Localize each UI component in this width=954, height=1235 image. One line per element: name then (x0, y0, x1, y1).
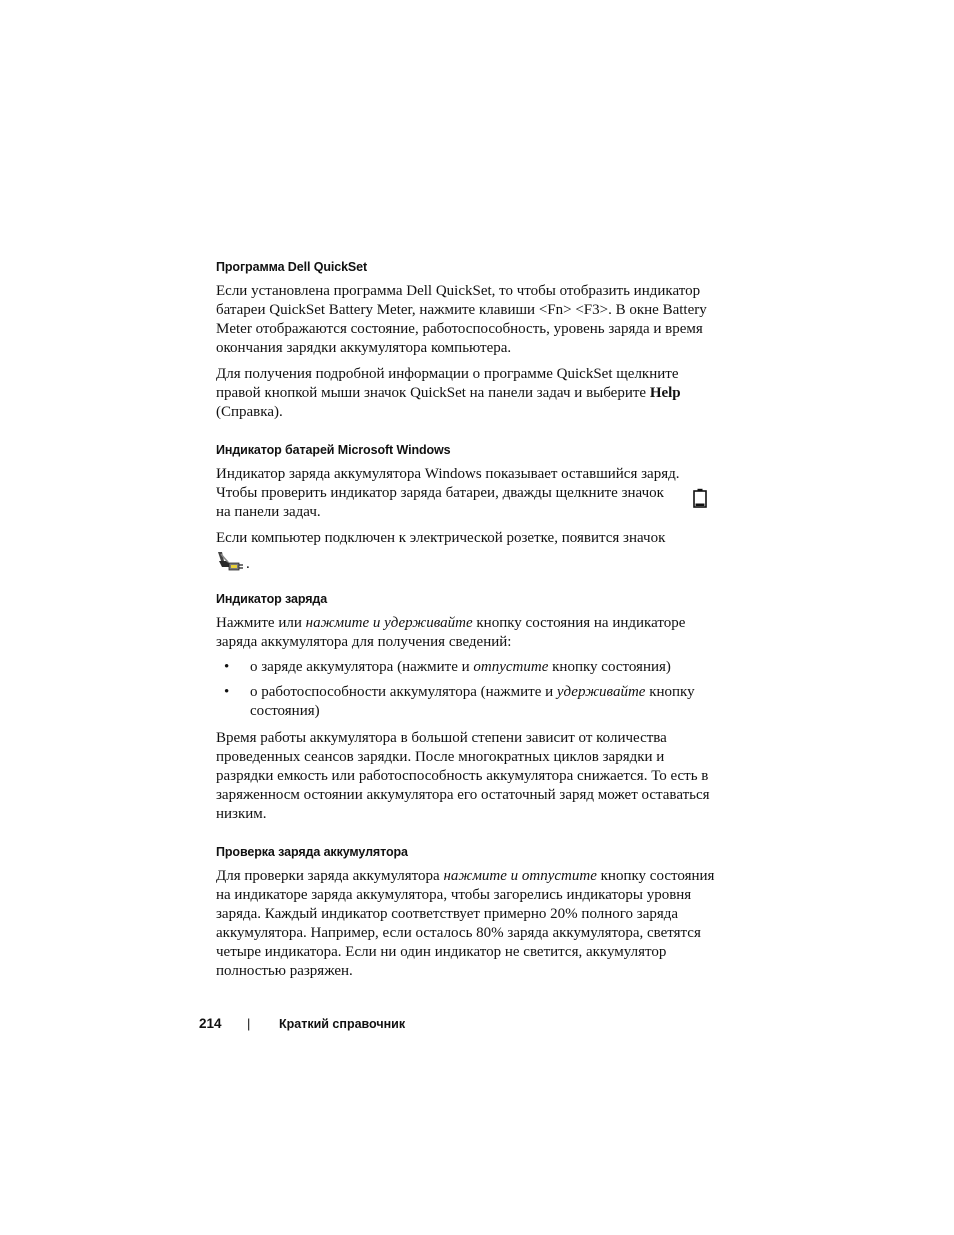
page-number: 214 (199, 1016, 222, 1031)
plug-icon-line: . (216, 549, 716, 574)
windows-meter-paragraph-1: Индикатор заряда аккумулятора Windows показывает оставшийся заряд. Чтобы проверить индикатор заряда батареи, дважды щелкните значок на панели задач. (216, 465, 716, 522)
quickset-paragraph-1: Если установлена программа Dell QuickSet, то чтобы отобразить индикатор батареи QuickSet Battery Meter, нажмите клавиши <Fn> <F3>. В окне Battery Meter отображаются состояние, работоспособность, уровень заряда и время окончания зарядки аккумулятора компьютера. (216, 283, 707, 356)
page-content (216, 258, 716, 981)
section-heading-charge-gauge: Индикатор заряда (216, 592, 328, 606)
charge-gauge-paragraph-2: Время работы аккумулятора в большой степени зависит от количества проведенных сеансов зарядки. После многократных циклов зарядки и разрядки емкость или работоспособность аккумулятора снижается. То есть в заряженносм остоянии аккумулятора его остаточный заряд может оставаться низким. (216, 730, 710, 822)
bullet-mark: • (224, 684, 230, 700)
charge-gauge-intro: Нажмите или нажмите и удерживайте кнопку состояния на индикаторе заряда аккумулятора для получения сведений: (216, 615, 686, 650)
section-heading-quickset: Программа Dell QuickSet (216, 260, 368, 274)
bullet-mark: • (224, 659, 230, 675)
windows-meter-paragraph-2: Если компьютер подключен к электрической розетке, появится значок (216, 530, 666, 546)
check-charge-paragraph: Для проверки заряда аккумулятора нажмите и отпустите кнопку состояния на индикаторе заряда аккумулятора, чтобы загорелись индикаторы уровня заряда. Каждый индикатор соответствует примерно 20% полного заряда аккумулятора. Например, если осталось 80% заряда аккумулятора, светятся четыре индикатора. Если ни один индикатор не светится, аккумулятор полностью разряжен. (216, 868, 715, 979)
list-item: • о заряде аккумулятора (нажмите и отпустите кнопку состояния) (224, 659, 671, 675)
section-heading-windows-meter: Индикатор батарей Microsoft Windows (216, 443, 451, 457)
power-plug-icon (216, 549, 246, 574)
battery-icon (692, 488, 708, 508)
list-item: • о работоспособности аккумулятора (нажмите и удерживайте кнопку состояния) (224, 684, 695, 719)
help-term: Help (649, 385, 681, 401)
quickset-paragraph-2: Для получения подробной информации о программе QuickSet щелкните правой кнопкой мыши значок QuickSet на панели задач и выберите Help (Справка). (216, 366, 681, 420)
footer-title: Краткий справочник (279, 1017, 406, 1031)
footer-separator: | (247, 1016, 251, 1031)
section-heading-check-charge: Проверка заряда аккумулятора (216, 845, 408, 859)
charge-gauge-list (216, 658, 716, 721)
